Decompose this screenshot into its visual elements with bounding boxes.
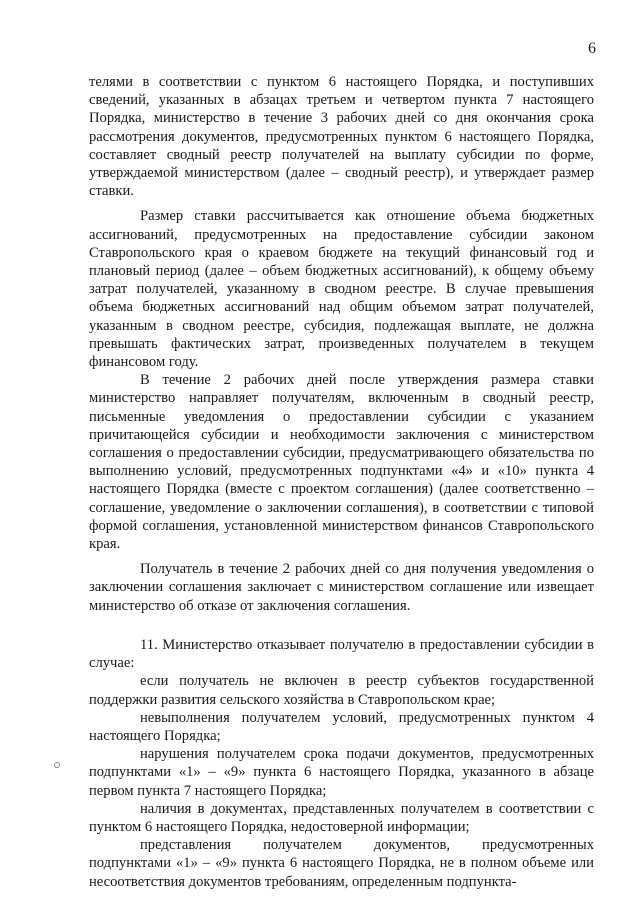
list-item-incomplete-docs: представления получателем документов, предусмотренных подпунктами «1» – «9» пункта 6 настоящего Порядка, не в полном объеме или несоответствия документов требованиям, определенным подпункта- <box>89 837 594 890</box>
paragraph-agreement-response: Получатель в течение 2 рабочих дней со дня получения уведомления о заключении соглашения заключает с министерством соглашение или извещает министерство об отказе от заключения соглашения. <box>89 561 594 614</box>
paragraph-continuation: телями в соответствии с пунктом 6 настоящего Порядка, и поступивших сведений, указанных в абзацах третьем и четвертом пункта 7 настоящего Порядка, министерство в течение 3 рабочих дней со дня окончания срока рассмотрения документов, предусмотренных пунктом 6 настоящего Порядка, составляет сводный реестр получателей на выплату субсидии по форме, утверждаемой министерством (далее – сводный реестр), и утверждает размер ставки. <box>89 74 594 200</box>
paragraph-rate-calculation: Размер ставки рассчитывается как отношение объема бюджетных ассигнований, предусмотренных на предоставление субсидии законом Ставропольского края о краевом бюджете на текущий финансовый год и плановый период (далее – объем бюджетных ассигнований), к общему объему затрат получателей, указанному в сводном реестре. В случае превышения объема бюджетных ассигнований над общим объемом затрат получателей, указанным в сводном реестре, субсидия, подлежащая выплате, не должна превышать фактических затрат, произведенных получателем в текущем финансовом году. <box>89 208 594 371</box>
paragraph-item-11: 11. Министерство отказывает получателю в предоставлении субсидии в случае: <box>89 636 594 672</box>
list-item-conditions: невыполнения получателем условий, предусмотренных пунктом 4 настоящего Порядка; <box>89 709 594 744</box>
document-body <box>89 73 594 891</box>
margin-punch-mark <box>54 762 60 768</box>
list-item-deadline: нарушения получателем срока подачи документов, предусмотренных подпунктами «1» – «9» пункта 6 настоящего Порядка, указанного в абзаце первом пункта 7 настоящего Порядка; <box>89 746 594 799</box>
paragraph-notification: В течение 2 рабочих дней после утверждения размера ставки министерство направляет получателям, включенным в сводный реестр, письменные уведомления о предоставлении субсидии с указанием причитающейся субсидии и необходимости заключения с министерством соглашения о предоставлении субсидии, предусматривающего обязательства по выполнению условий, предусмотренных подпунктами «4» и «10» пункта 4 настоящего Порядка (вместе с проектом соглашения) (далее соответственно – соглашение, уведомление о заключении соглашения), в соответствии с типовой формой соглашения, установленной министерством финансов Ставропольского края. <box>89 372 594 553</box>
list-item-registry: если получатель не включен в реестр субъектов государственной поддержки развития сельского хозяйства в Ставропольском крае; <box>89 673 594 708</box>
list-item-false-info: наличия в документах, представленных получателем в соответствии с пунктом 6 настоящего Порядка, недостоверной информации; <box>89 800 594 835</box>
page-number: 6 <box>588 40 596 57</box>
